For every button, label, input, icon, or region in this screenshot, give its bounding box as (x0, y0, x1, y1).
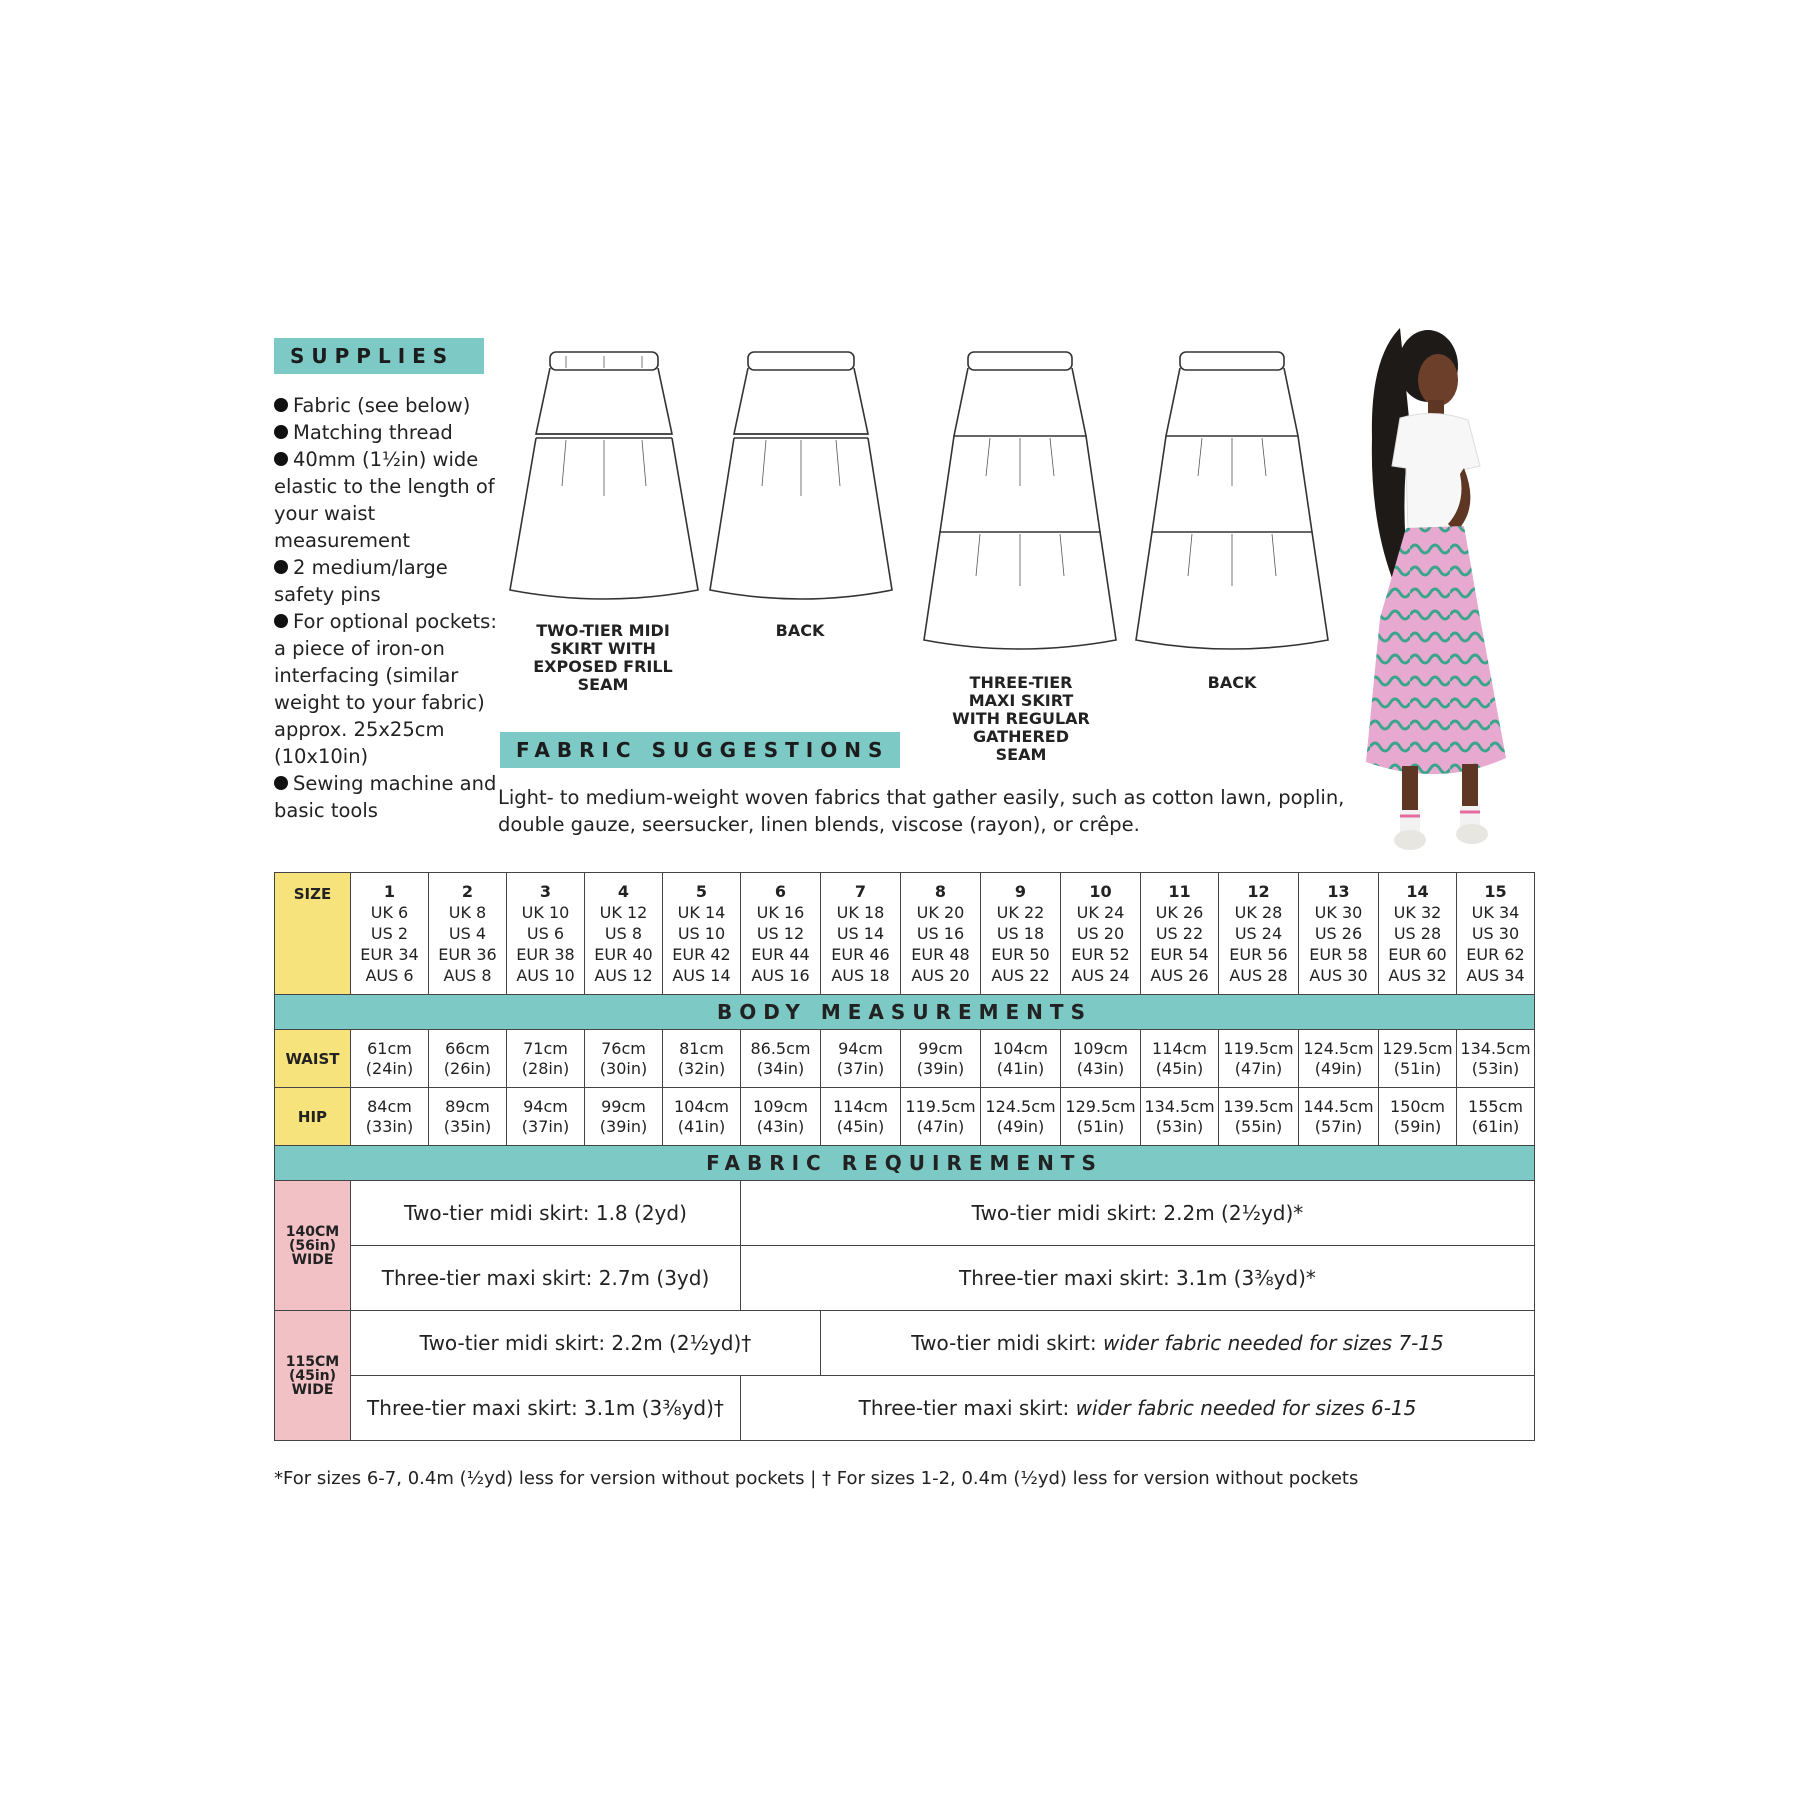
three-tier-front-caption: THREE-TIER MAXI SKIRT WITH REGULAR GATHERED SEAM (952, 673, 1090, 764)
body-measurements-heading-row (275, 995, 1535, 1030)
hip-row (275, 1088, 1535, 1146)
hip-cell: 114cm (45in) (821, 1088, 901, 1146)
waist-cell: 109cm (43in) (1061, 1030, 1141, 1088)
waist-cell: 129.5cm (51in) (1379, 1030, 1457, 1088)
supply-item: Matching thread (274, 419, 504, 446)
hip-cell: 104cm (41in) (663, 1088, 741, 1146)
hip-cell: 144.5cm (57in) (1299, 1088, 1379, 1146)
hip-cell: 89cm (35in) (429, 1088, 507, 1146)
req-140-three-tier-row (275, 1246, 1535, 1311)
bullet-icon (274, 614, 288, 628)
waist-cell: 104cm (41in) (981, 1030, 1061, 1088)
supply-item: 40mm (1½in) wide elastic to the length of your waist measurement (274, 448, 495, 552)
two-tier-front-illustration (506, 346, 702, 608)
hip-cell: 155cm (61in) (1457, 1088, 1535, 1146)
size-cell: 3 UK 10 US 6 EUR 38 AUS 10 (507, 873, 585, 995)
waist-cell: 99cm (39in) (901, 1030, 981, 1088)
waist-label: WAIST (275, 1030, 351, 1088)
hip-cell: 129.5cm (51in) (1061, 1088, 1141, 1146)
fabric-width-115-label: 115CM (45in) WIDE (275, 1311, 351, 1441)
size-cell: 13 UK 30 US 26 EUR 58 AUS 30 (1299, 873, 1379, 995)
hip-cell: 150cm (59in) (1379, 1088, 1457, 1146)
waist-cell: 71cm (28in) (507, 1030, 585, 1088)
bullet-icon (274, 398, 288, 412)
waist-cell: 124.5cm (49in) (1299, 1030, 1379, 1088)
bullet-icon (274, 452, 288, 466)
size-cell: 7 UK 18 US 14 EUR 46 AUS 18 (821, 873, 901, 995)
waist-cell: 94cm (37in) (821, 1030, 901, 1088)
size-cell: 9 UK 22 US 18 EUR 50 AUS 22 (981, 873, 1061, 995)
hip-cell: 139.5cm (55in) (1219, 1088, 1299, 1146)
size-cell: 8 UK 20 US 16 EUR 48 AUS 20 (901, 873, 981, 995)
model-photo (1330, 318, 1560, 870)
waist-cell: 66cm (26in) (429, 1030, 507, 1088)
two-tier-back-illustration (706, 346, 896, 608)
fabric-suggestions-heading: FABRIC SUGGESTIONS (500, 732, 900, 768)
req-140-two-tier-row (275, 1181, 1535, 1246)
waist-cell: 114cm (45in) (1141, 1030, 1219, 1088)
size-cell: 6 UK 16 US 12 EUR 44 AUS 16 (741, 873, 821, 995)
three-tier-back-caption: BACK (1207, 673, 1257, 692)
hip-cell: 99cm (39in) (585, 1088, 663, 1146)
req-140-three-tier-small: Three-tier maxi skirt: 2.7m (3yd) (351, 1246, 741, 1311)
two-tier-back-caption: BACK (775, 621, 825, 640)
req-140-two-tier-small: Two-tier midi skirt: 1.8 (2yd) (351, 1181, 741, 1246)
req-115-three-tier-large: Three-tier maxi skirt: wider fabric needed for sizes 6-15 (741, 1376, 1535, 1441)
size-cell: 5 UK 14 US 10 EUR 42 AUS 14 (663, 873, 741, 995)
waist-cell: 86.5cm (34in) (741, 1030, 821, 1088)
waist-cell: 119.5cm (47in) (1219, 1030, 1299, 1088)
waist-cell: 81cm (32in) (663, 1030, 741, 1088)
hip-cell: 109cm (43in) (741, 1088, 821, 1146)
fabric-width-140-label: 140CM (56in) WIDE (275, 1181, 351, 1311)
req-140-two-tier-large: Two-tier midi skirt: 2.2m (2½yd)* (741, 1181, 1535, 1246)
hip-cell: 94cm (37in) (507, 1088, 585, 1146)
fabric-requirements-heading-row (275, 1146, 1535, 1181)
req-115-two-tier-small: Two-tier midi skirt: 2.2m (2½yd)† (351, 1311, 821, 1376)
body-measurements-heading: BODY MEASUREMENTS (275, 995, 1535, 1030)
size-cell: 11 UK 26 US 22 EUR 54 AUS 26 (1141, 873, 1219, 995)
bullet-icon (274, 425, 288, 439)
hip-cell: 119.5cm (47in) (901, 1088, 981, 1146)
size-row (275, 873, 1535, 995)
two-tier-front-caption: TWO-TIER MIDI SKIRT WITH EXPOSED FRILL SEAM (533, 621, 673, 694)
size-label: SIZE (275, 873, 351, 995)
size-cell: 15 UK 34 US 30 EUR 62 AUS 34 (1457, 873, 1535, 995)
hip-label: HIP (275, 1088, 351, 1146)
fabric-requirements-heading: FABRIC REQUIREMENTS (275, 1146, 1535, 1181)
supply-item: Fabric (see below) (274, 392, 504, 419)
fabric-suggestions-text: Light- to medium-weight woven fabrics that gather easily, such as cotton lawn, poplin, double gauze, seersucker, linen blends, viscose (rayon), or crêpe. (498, 786, 1345, 836)
supply-item: 2 medium/large safety pins (274, 556, 448, 606)
size-cell: 10 UK 24 US 20 EUR 52 AUS 24 (1061, 873, 1141, 995)
waist-cell: 76cm (30in) (585, 1030, 663, 1088)
req-115-three-tier-small: Three-tier maxi skirt: 3.1m (3⅜yd)† (351, 1376, 741, 1441)
hip-cell: 134.5cm (53in) (1141, 1088, 1219, 1146)
size-chart-table (274, 872, 1535, 1441)
supplies-heading: SUPPLIES (274, 338, 484, 374)
bullet-icon (274, 776, 288, 790)
supply-item: For optional pockets: a piece of iron-on interfacing (similar weight to your fabric) approx. 25x25cm (10x10in) (274, 610, 497, 768)
supplies-list (274, 392, 504, 824)
supply-item: Sewing machine and basic tools (274, 772, 497, 822)
three-tier-back-illustration (1132, 346, 1332, 660)
req-140-three-tier-large: Three-tier maxi skirt: 3.1m (3⅜yd)* (741, 1246, 1535, 1311)
waist-cell: 134.5cm (53in) (1457, 1030, 1535, 1088)
waist-row (275, 1030, 1535, 1088)
bullet-icon (274, 560, 288, 574)
three-tier-front-illustration (920, 346, 1120, 660)
size-cell: 4 UK 12 US 8 EUR 40 AUS 12 (585, 873, 663, 995)
req-115-two-tier-large: Two-tier midi skirt: wider fabric needed for sizes 7-15 (821, 1311, 1535, 1376)
size-cell: 2 UK 8 US 4 EUR 36 AUS 8 (429, 873, 507, 995)
req-115-two-tier-row (275, 1311, 1535, 1376)
waist-cell: 61cm (24in) (351, 1030, 429, 1088)
size-cell: 14 UK 32 US 28 EUR 60 AUS 32 (1379, 873, 1457, 995)
footnote: *For sizes 6-7, 0.4m (½yd) less for version without pockets | † For sizes 1-2, 0.4m (½yd) less for version without pockets (274, 1468, 1359, 1489)
size-cell: 1 UK 6 US 2 EUR 34 AUS 6 (351, 873, 429, 995)
hip-cell: 84cm (33in) (351, 1088, 429, 1146)
hip-cell: 124.5cm (49in) (981, 1088, 1061, 1146)
req-115-three-tier-row (275, 1376, 1535, 1441)
size-cell: 12 UK 28 US 24 EUR 56 AUS 28 (1219, 873, 1299, 995)
